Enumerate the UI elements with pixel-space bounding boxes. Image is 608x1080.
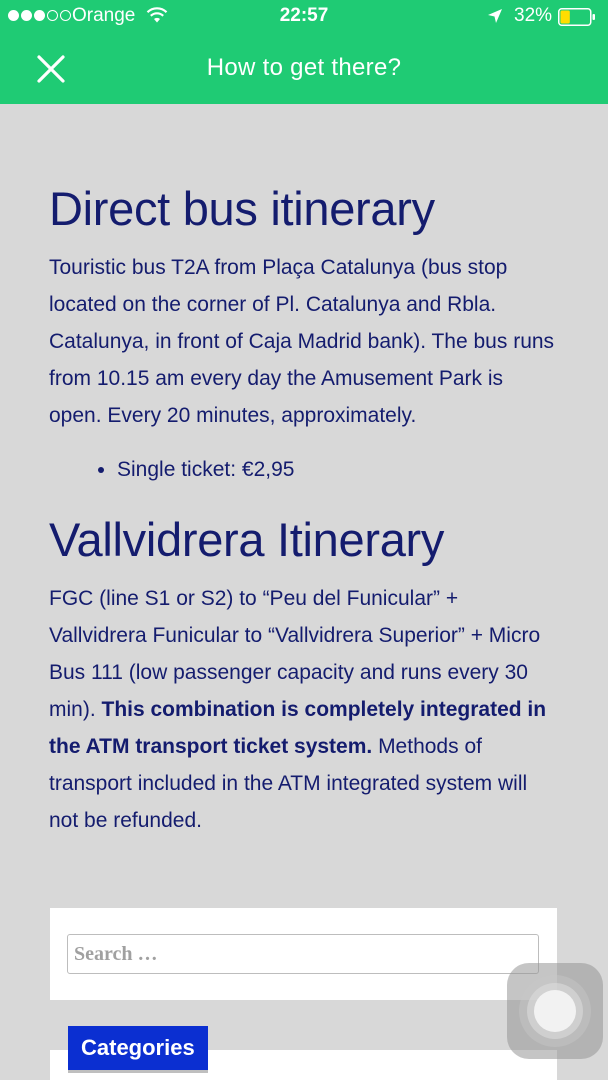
paragraph-bold-text: This combination is completely integrated in the ATM transport ticket system. xyxy=(49,698,547,758)
carrier-name: Orange xyxy=(72,5,136,26)
heading-direct-bus: Direct bus itinerary xyxy=(49,182,435,235)
paragraph-vallvidrera xyxy=(49,580,559,839)
battery-percentage: 32% xyxy=(514,5,553,26)
nav-bar xyxy=(0,34,608,104)
ticket-list xyxy=(49,451,559,488)
location-arrow-icon xyxy=(486,7,504,25)
status-bar xyxy=(0,0,608,34)
assistive-touch-button[interactable] xyxy=(507,963,603,1059)
paragraph-direct-bus: Touristic bus T2A from Plaça Catalunya (bus stop located on the corner of Pl. Catalunya and Rbla. Catalunya, in front of Caja Madrid bank). The bus runs from 10.15 am every day the Amusement Park is open. Every 20 minutes, approximately. xyxy=(49,256,555,427)
paragraph-text-end: Methods of transport included in the ATM integrated system will not be refunded. xyxy=(49,735,528,832)
page-title: How to get there? xyxy=(206,54,402,81)
clock: 22:57 xyxy=(279,5,329,26)
heading-vallvidrera: Vallvidrera Itinerary xyxy=(49,513,445,566)
search-widget xyxy=(50,908,557,1000)
categories-heading[interactable]: Categories xyxy=(68,1026,208,1070)
list-item: • Single ticket: €2,95 xyxy=(117,451,559,488)
paragraph-text: FGC (line S1 or S2) to “Peu del Funicular” + Vallvidrera Funicular to “Vallvidrera Superior” + Micro Bus 111 (low passenger capacity and runs every 30 min). xyxy=(49,587,541,721)
article-content xyxy=(49,104,559,839)
battery-icon xyxy=(558,8,596,26)
search-input[interactable] xyxy=(67,934,539,974)
